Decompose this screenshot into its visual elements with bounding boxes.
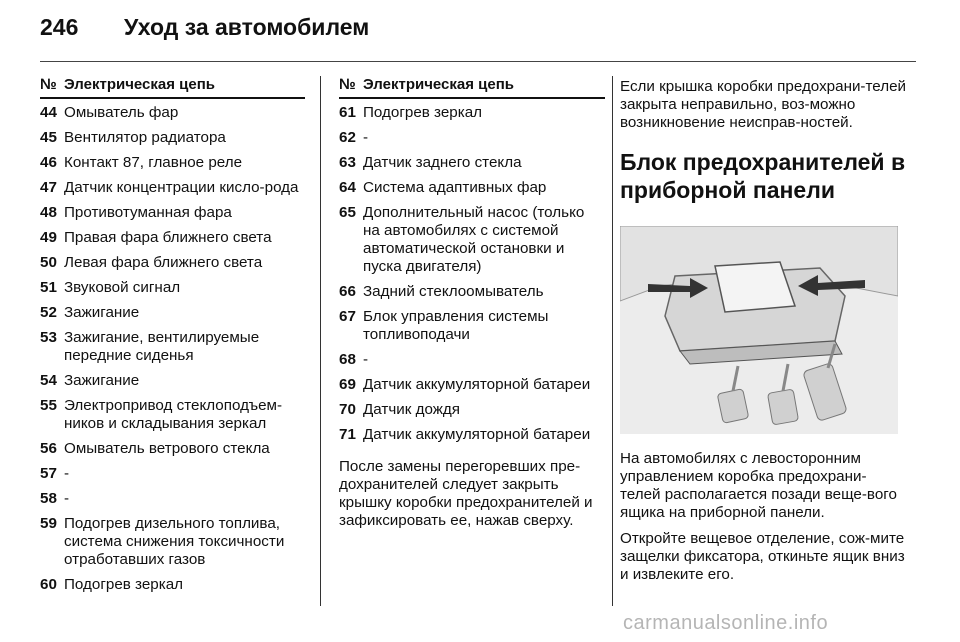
column-divider-2: [612, 76, 613, 606]
fuse-number: 71: [339, 426, 356, 443]
fuse-number: 54: [40, 372, 57, 389]
fuse-number: 70: [339, 401, 356, 418]
table-row: [339, 426, 605, 444]
fuse-number: 57: [40, 465, 57, 482]
header-num: №: [339, 76, 356, 93]
circuit-name: Зажигание, вентилируемые передние сиденья: [64, 329, 260, 364]
fuse-table-part-2: [339, 76, 605, 530]
circuit-name: Вентилятор радиатора: [64, 129, 226, 146]
table-row: [40, 397, 305, 433]
table-header: [339, 76, 605, 99]
page-title: Уход за автомобилем: [124, 14, 370, 40]
circuit-name: Датчик дождя: [363, 401, 460, 418]
header-label: Электрическая цепь: [363, 76, 515, 93]
fuse-number: 51: [40, 279, 57, 296]
fuse-number: 45: [40, 129, 57, 146]
instrument-panel-section: [620, 78, 906, 592]
table-row: [339, 204, 605, 276]
circuit-name: Система адаптивных фар: [363, 179, 547, 196]
fuse-number: 46: [40, 154, 57, 171]
table-row: [40, 465, 305, 483]
table-row: [40, 515, 305, 569]
table-row: [339, 129, 605, 147]
fuse-number: 53: [40, 329, 57, 346]
table-row: [40, 576, 305, 594]
fuse-number: 65: [339, 204, 356, 221]
section-title: Блок предохранителей в приборной панели: [620, 149, 906, 203]
circuit-name: Датчик аккумуляторной батареи: [363, 426, 591, 443]
removal-instructions: Откройте вещевое отделение, сож-мите защелки фиксатора, откиньте ящик вниз и извлеките его.: [620, 530, 905, 583]
table-row: [40, 372, 305, 390]
header-divider: [40, 61, 916, 62]
table-row: [40, 229, 305, 247]
circuit-name: Подогрев зеркал: [363, 104, 483, 121]
fuse-number: 59: [40, 515, 57, 532]
table-row: [40, 304, 305, 322]
circuit-name: -: [363, 129, 369, 146]
table-row: [40, 329, 305, 365]
table-row: [40, 204, 305, 222]
column-divider-1: [320, 76, 321, 606]
circuit-name: Противотуманная фара: [64, 204, 232, 221]
circuit-name: Датчик заднего стекла: [363, 154, 522, 171]
circuit-name: Омыватель ветрового стекла: [64, 440, 270, 457]
fuse-number: 66: [339, 283, 356, 300]
circuit-name: Правая фара ближнего света: [64, 229, 272, 246]
fuse-number: 64: [339, 179, 356, 196]
fuse-number: 62: [339, 129, 356, 146]
fuse-number: 44: [40, 104, 57, 121]
circuit-name: Электропривод стеклоподъем-ников и складывания зеркал: [64, 397, 283, 432]
table-row: [40, 279, 305, 297]
fuse-number: 48: [40, 204, 57, 221]
header-label: Электрическая цепь: [64, 76, 216, 93]
table-row: [40, 440, 305, 458]
table-row: [40, 129, 305, 147]
fuse-number: 49: [40, 229, 57, 246]
glovebox-illustration-svg: [620, 226, 898, 434]
circuit-name: Датчик аккумуляторной батареи: [363, 376, 591, 393]
table-row: [40, 179, 305, 197]
circuit-name: -: [363, 351, 369, 368]
circuit-name: Звуковой сигнал: [64, 279, 181, 296]
watermark: carmanualsonline.info: [623, 612, 829, 634]
table-rows: [339, 104, 605, 444]
fuse-number: 61: [339, 104, 356, 121]
table-row: [40, 254, 305, 272]
table-row: [339, 351, 605, 369]
fuse-number: 60: [40, 576, 57, 593]
replacement-note: После замены перегоревших пре-дохранителей следует закрыть крышку коробки предохранителей и зафиксировать ее, нажав сверху.: [339, 458, 593, 529]
table-row: [339, 308, 605, 344]
circuit-name: Подогрев дизельного топлива, система снижения токсичности отработавших газов: [64, 515, 285, 568]
page-header: [40, 14, 920, 54]
fuse-table-part-1: [40, 76, 305, 601]
circuit-name: Блок управления системы топливоподачи: [363, 308, 549, 343]
table-row: [339, 401, 605, 419]
table-row: [40, 490, 305, 508]
fuse-number: 56: [40, 440, 57, 457]
circuit-name: Зажигание: [64, 372, 140, 389]
fuse-box-illustration: [620, 226, 898, 434]
fuse-number: 52: [40, 304, 57, 321]
circuit-name: -: [64, 465, 70, 482]
fuse-number: 68: [339, 351, 356, 368]
header-num: №: [40, 76, 57, 93]
table-row: [40, 104, 305, 122]
circuit-name: Дополнительный насос (только на автомобилях с системой автоматической остановки и пуска двигателя): [363, 204, 585, 275]
fuse-number: 63: [339, 154, 356, 171]
fuse-box-location-text: На автомобилях с левосторонним управлением коробка предохрани-телей располагается позади веще-вого ящика на приборной панели.: [620, 450, 897, 521]
circuit-name: Омыватель фар: [64, 104, 179, 121]
circuit-name: Зажигание: [64, 304, 140, 321]
fuse-number: 67: [339, 308, 356, 325]
table-header: [40, 76, 305, 99]
table-row: [339, 283, 605, 301]
circuit-name: Подогрев зеркал: [64, 576, 184, 593]
page-number: 246: [40, 14, 79, 40]
circuit-name: Левая фара ближнего света: [64, 254, 263, 271]
table-rows: [40, 104, 305, 594]
circuit-name: Датчик концентрации кисло-рода: [64, 179, 299, 196]
table-row: [40, 154, 305, 172]
fuse-number: 47: [40, 179, 57, 196]
fuse-number: 69: [339, 376, 356, 393]
table-row: [339, 154, 605, 172]
table-row: [339, 104, 605, 122]
circuit-name: Задний стеклоомыватель: [363, 283, 544, 300]
table-row: [339, 179, 605, 197]
circuit-name: Контакт 87, главное реле: [64, 154, 243, 171]
fuse-number: 58: [40, 490, 57, 507]
table-row: [339, 376, 605, 394]
warning-text: Если крышка коробки предохрани-телей закрыта неправильно, воз-можно возникновение неисправ-ностей.: [620, 78, 907, 131]
fuse-number: 55: [40, 397, 57, 414]
fuse-number: 50: [40, 254, 57, 271]
circuit-name: -: [64, 490, 70, 507]
